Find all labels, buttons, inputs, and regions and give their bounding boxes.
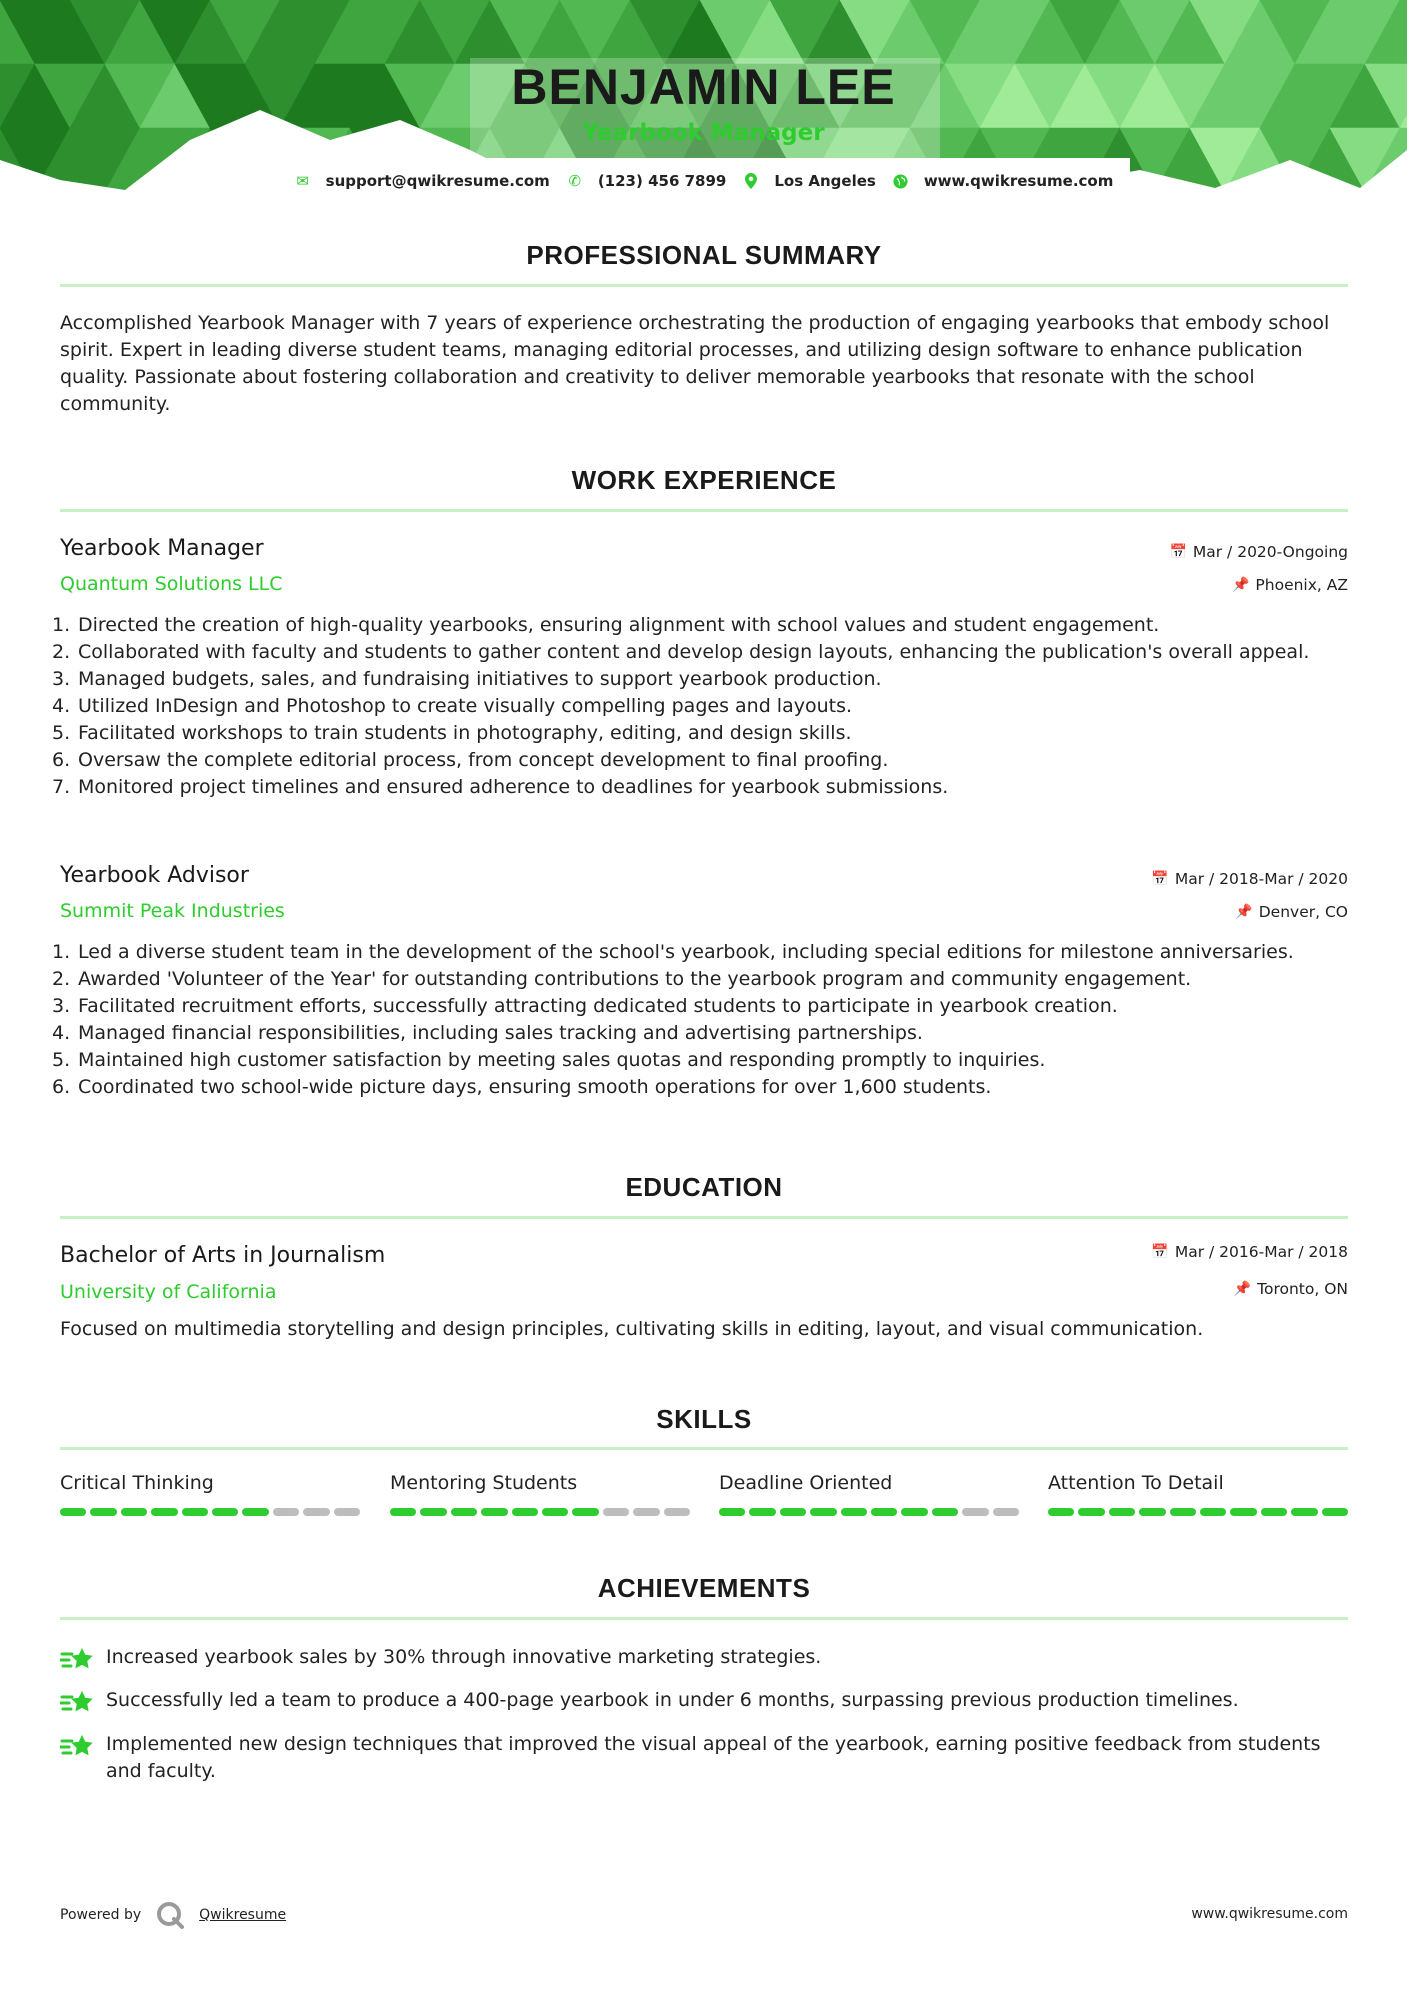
contact-phone-text[interactable]: (123) 456 7899: [597, 172, 727, 190]
skill-level-segment: [512, 1508, 538, 1516]
skill-item: [719, 1472, 1019, 1516]
skill-level-segment: [542, 1508, 568, 1516]
skill-level-segment: [993, 1508, 1019, 1516]
job-location-text: Phoenix, AZ: [1255, 576, 1348, 594]
qwikresume-link[interactable]: Qwikresume: [199, 1907, 287, 1923]
skill-level-segment: [719, 1508, 745, 1516]
job-company: Summit Peak Industries: [60, 900, 285, 922]
contact-location-text: Los Angeles: [774, 172, 876, 190]
skill-level-segment: [303, 1508, 329, 1516]
skill-name: Attention To Detail: [1048, 1472, 1224, 1494]
star-icon: [60, 1646, 94, 1674]
powered-by-label: Powered by: [60, 1907, 142, 1923]
job-location: [1232, 576, 1348, 594]
skills-heading: SKILLS: [656, 1404, 752, 1434]
achievement-text: Implemented new design techniques that improved the visual appeal of the yearbook, earning positive feedback from students and faculty.: [106, 1733, 1321, 1782]
job-company: Quantum Solutions LLC: [60, 573, 283, 595]
degree-title: Bachelor of Arts in Journalism: [60, 1243, 386, 1268]
list-item: Awarded 'Volunteer of the Year' for outstanding contributions to the yearbook program and community engagement.: [78, 968, 1192, 990]
skill-level-segment: [451, 1508, 477, 1516]
skill-level-segment: [1230, 1508, 1256, 1516]
education-location: [1234, 1280, 1348, 1298]
skill-level-segment: [1139, 1508, 1165, 1516]
skill-level-segment: [420, 1508, 446, 1516]
contact-email[interactable]: [294, 172, 550, 190]
star-icon: [60, 1733, 94, 1761]
footer-website[interactable]: www.qwikresume.com: [1191, 1906, 1348, 1922]
skill-level-segment: [273, 1508, 299, 1516]
contact-location: [742, 172, 875, 190]
skill-level-segment: [871, 1508, 897, 1516]
skill-level-segment: [572, 1508, 598, 1516]
skill-level-segment: [901, 1508, 927, 1516]
skill-item: [1048, 1472, 1348, 1516]
experience-divider: [60, 509, 1348, 512]
skill-level-segment: [932, 1508, 958, 1516]
calendar-icon: 📅: [1169, 544, 1187, 560]
list-item: Oversaw the complete editorial process, from concept development to final proofing.: [78, 749, 889, 771]
education-location-text: Toronto, ON: [1257, 1280, 1348, 1298]
qwikresume-logo-icon: [155, 1900, 185, 1930]
skill-level-segment: [664, 1508, 690, 1516]
summary-divider: [60, 284, 1348, 287]
footer-powered-by: [60, 1900, 286, 1930]
job-location-text: Denver, CO: [1258, 903, 1348, 921]
skill-level-segment: [1048, 1508, 1074, 1516]
skill-level-segment: [151, 1508, 177, 1516]
skill-item: [390, 1472, 690, 1516]
skill-level-segment: [242, 1508, 268, 1516]
job-title: Yearbook Advisor: [60, 863, 249, 888]
globe-icon: [892, 174, 910, 189]
skill-level-segment: [182, 1508, 208, 1516]
skill-level-segment: [1200, 1508, 1226, 1516]
skill-level-segment: [1291, 1508, 1317, 1516]
experience-heading: WORK EXPERIENCE: [571, 465, 837, 495]
skill-level-bar: [719, 1508, 1019, 1516]
list-item: Facilitated workshops to train students in photography, editing, and design skills.: [78, 722, 852, 744]
achievement-text: Increased yearbook sales by 30% through innovative marketing strategies.: [106, 1646, 822, 1668]
skill-level-segment: [1078, 1508, 1104, 1516]
skill-level-segment: [60, 1508, 86, 1516]
skill-level-segment: [1261, 1508, 1287, 1516]
list-item: Facilitated recruitment efforts, successfully attracting dedicated students to participate in yearbook creation.: [78, 995, 1118, 1017]
skill-level-segment: [603, 1508, 629, 1516]
job-location: [1235, 903, 1348, 921]
skill-level-segment: [1170, 1508, 1196, 1516]
pushpin-icon: 📌: [1233, 1281, 1252, 1297]
list-item: Coordinated two school-wide picture days, ensuring smooth operations for over 1,600 students.: [78, 1076, 992, 1098]
job-date: [1151, 870, 1348, 888]
achievement-item: [60, 1731, 1348, 1785]
job-duties-list: [52, 612, 1352, 801]
list-item: Monitored project timelines and ensured adherence to deadlines for yearbook submissions.: [78, 776, 949, 798]
contact-website[interactable]: [892, 172, 1114, 190]
achievements-divider: [60, 1617, 1348, 1620]
education-description: Focused on multimedia storytelling and design principles, cultivating skills in editing, layout, and visual communication.: [60, 1318, 1204, 1340]
skill-level-segment: [390, 1508, 416, 1516]
job-title: Yearbook Manager: [60, 536, 264, 561]
skill-level-bar: [390, 1508, 690, 1516]
skill-level-bar: [60, 1508, 360, 1516]
job-date-text: Mar / 2020-Ongoing: [1192, 543, 1348, 561]
contact-website-text[interactable]: www.qwikresume.com: [923, 172, 1114, 190]
skill-item: [60, 1472, 360, 1516]
achievements-heading: ACHIEVEMENTS: [597, 1573, 811, 1603]
skill-name: Deadline Oriented: [719, 1472, 893, 1494]
list-item: Led a diverse student team in the development of the school's yearbook, including special editions for milestone anniversaries.: [78, 941, 1294, 963]
skill-level-segment: [810, 1508, 836, 1516]
skill-level-segment: [1109, 1508, 1135, 1516]
list-item: Managed financial responsibilities, including sales tracking and advertising partnerships.: [78, 1022, 923, 1044]
skill-level-segment: [962, 1508, 988, 1516]
achievement-item: [60, 1644, 1348, 1674]
pushpin-icon: 📌: [1231, 577, 1250, 593]
list-item: Directed the creation of high-quality yearbooks, ensuring alignment with school values and student engagement.: [78, 614, 1160, 636]
phone-icon: ✆: [568, 172, 582, 190]
skill-level-segment: [90, 1508, 116, 1516]
calendar-icon: 📅: [1151, 871, 1169, 887]
candidate-role: Yearbook Manager: [582, 120, 825, 146]
school-name: University of California: [60, 1281, 277, 1303]
skills-divider: [60, 1447, 1348, 1450]
skill-level-segment: [841, 1508, 867, 1516]
job-duties-list: [52, 939, 1352, 1101]
job-date-text: Mar / 2018-Mar / 2020: [1174, 870, 1348, 888]
skill-level-segment: [749, 1508, 775, 1516]
summary-heading: PROFESSIONAL SUMMARY: [526, 240, 882, 270]
list-item: Maintained high customer satisfaction by meeting sales quotas and responding promptly to inquiries.: [78, 1049, 1046, 1071]
list-item: Utilized InDesign and Photoshop to create visually compelling pages and layouts.: [78, 695, 853, 717]
pushpin-icon: 📌: [1235, 904, 1253, 920]
achievement-text: Successfully led a team to produce a 400-page yearbook in under 6 months, surpassing previous production timelines.: [106, 1689, 1239, 1711]
star-icon: [60, 1689, 94, 1717]
skill-name: Critical Thinking: [60, 1472, 214, 1494]
skill-level-segment: [121, 1508, 147, 1516]
skill-level-segment: [780, 1508, 806, 1516]
skill-level-segment: [1322, 1508, 1348, 1516]
skill-level-bar: [1048, 1508, 1348, 1516]
skill-level-segment: [212, 1508, 238, 1516]
envelope-icon: ✉: [296, 172, 309, 190]
contact-email-text[interactable]: support@qwikresume.com: [325, 172, 550, 190]
job-date: [1169, 543, 1348, 561]
skill-level-segment: [633, 1508, 659, 1516]
skill-level-segment: [481, 1508, 507, 1516]
candidate-name: BENJAMIN LEE: [511, 59, 896, 115]
skill-level-segment: [334, 1508, 360, 1516]
achievement-item: [60, 1687, 1348, 1717]
map-marker-icon: [742, 173, 760, 189]
education-date-text: Mar / 2016-Mar / 2018: [1174, 1243, 1348, 1261]
education-heading: EDUCATION: [625, 1172, 783, 1202]
list-item: Collaborated with faculty and students to gather content and develop design layouts, enhancing the publication's overall appeal.: [78, 641, 1310, 663]
calendar-icon: 📅: [1151, 1244, 1169, 1260]
education-divider: [60, 1216, 1348, 1219]
contact-phone[interactable]: [566, 172, 727, 190]
contact-bar: [0, 172, 1407, 190]
education-date: [1151, 1243, 1348, 1261]
list-item: Managed budgets, sales, and fundraising initiatives to support yearbook production.: [78, 668, 882, 690]
summary-text: Accomplished Yearbook Manager with 7 years of experience orchestrating the production of engaging yearbooks that embody school spirit. Expert in leading diverse student teams, managing editorial processes, and utilizing design software to enhance publication quality. Passionate about fostering collaboration and creativity to deliver memorable yearbooks that resonate with the school community.: [60, 312, 1330, 415]
skill-name: Mentoring Students: [390, 1472, 578, 1494]
